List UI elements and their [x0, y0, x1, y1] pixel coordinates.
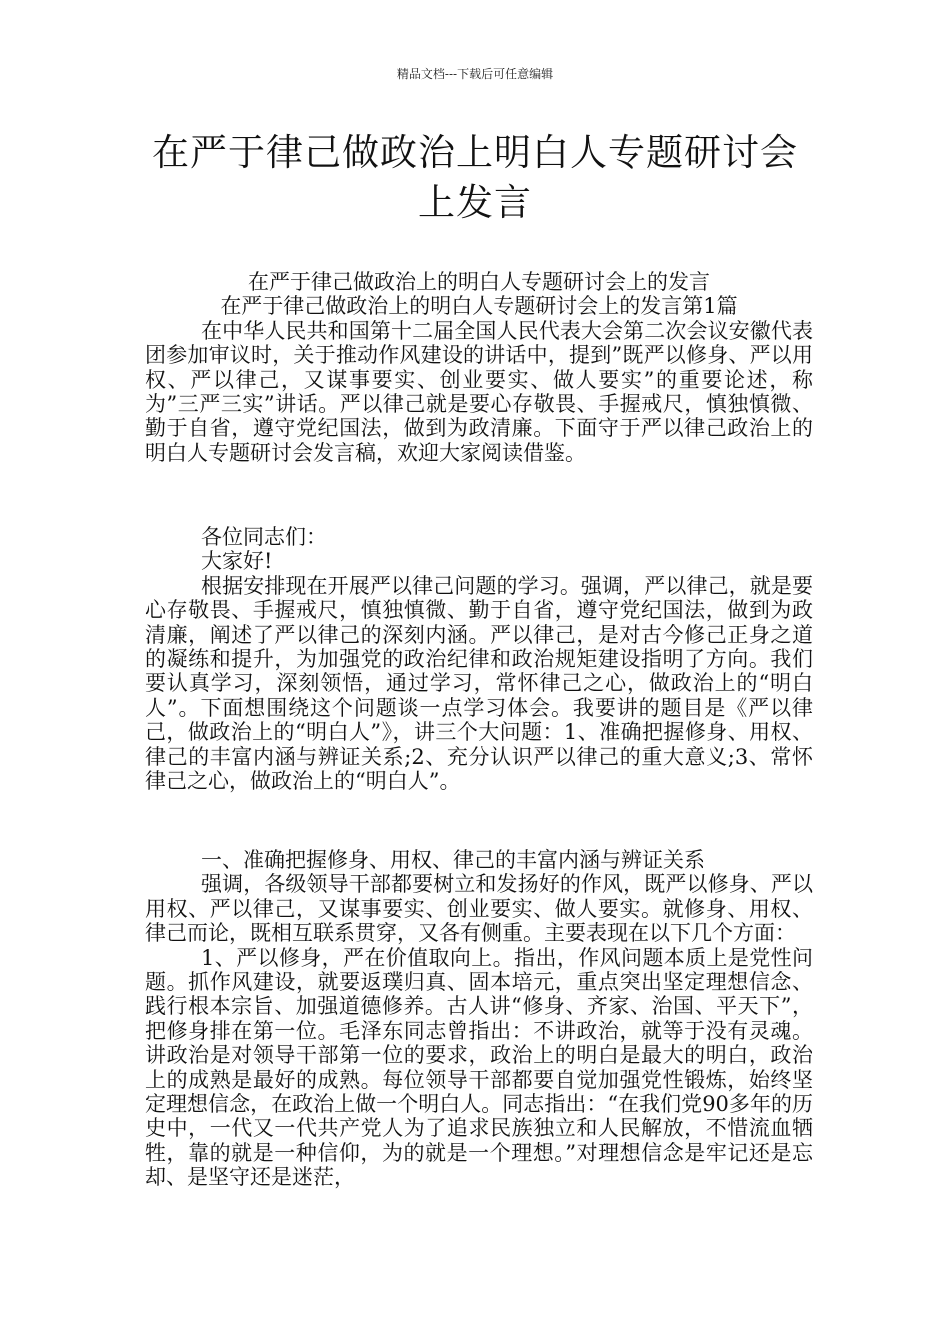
intro-block [145, 270, 813, 465]
document-title: 在严于律己做政治上明白人专题研讨会上发言 [152, 131, 798, 224]
subtitle: 在严于律己做政治上的明白人专题研讨会上的发言 [248, 270, 710, 294]
greeting: 大家好! [201, 549, 273, 574]
intro-paragraph: 在中华人民共和国第十二届全国人民代表大会第二次会议安徽代表团参加审议时，关于推动作风建设的讲话中，提到”既严以修身、严以用权、严以律己，又谋事要实、创业要实、做人要实”的重要论述，称为”三严三实”讲话。严以律己就是要心存敬畏、手握戒尺，慎独慎微、勤于自省，遵守党纪国法，做到为政清廉。下面守于严以律己政治上的明白人专题研讨会发言稿，欢迎大家阅读借鉴。 [145, 318, 813, 465]
heading-one: 一、准确把握修身、用权、律己的丰富内涵与辨证关系 [201, 848, 705, 872]
salutation: 各位同志们： [201, 525, 327, 549]
body-paragraph-3: 1、严以修身，严在价值取向上。指出，作风问题本质上是党性问题。抓作风建设，就要返璞归真、固本培元，重点突出坚定理想信念、践行根本宗旨、加强道德修养。古人讲“修身、齐家、治国、平天下”，把修身排在第一位。毛泽东同志曾指出：不讲政治，就等于没有灵魂。讲政治是对领导干部第一位的要求，政治上的明白是最大的明白，政治上的成熟是最好的成熟。每位领导干部都要自觉加强党性锻炼，始终坚定理想信念，在政治上做一个明白人。同志指出：“在我们党90多年的历史中，一代又一代共产党人为了追求民族独立和人民解放，不惜流血牺牲，靠的就是一种信仰，为的就是一个理想。”对理想信念是牢记还是忘却、是坚守还是迷茫， [145, 945, 813, 1190]
section-one-block [145, 848, 813, 1190]
body-paragraph-2: 强调，各级领导干部都要树立和发扬好的作风，既严以修身、严以用权、严以律己，又谋事要实、创业要实、做人要实。就修身、用权、律己而论，既相互联系贯穿，又各有侧重。主要表现在以下几个方面： [145, 872, 813, 946]
section-heading: 在严于律己做政治上的明白人专题研讨会上的发言第1篇 [220, 294, 738, 319]
speech-opening-block [145, 525, 813, 793]
body-paragraph-1: 根据安排现在开展严以律己问题的学习。强调，严以律己，就是要心存敬畏、手握戒尺，慎独慎微、勤于自省，遵守党纪国法，做到为政清廉，阐述了严以律己的深刻内涵。严以律己，是对古今修己正身之道的凝练和提升，为加强党的政治纪律和政治规矩建设指明了方向。我们要认真学习，深刻领悟，通过学习，常怀律己之心，做政治上的“明白人”。下面想围绕这个问题谈一点学习体会。我要讲的题目是《严以律己，做政治上的“明白人”》，讲三个大问题：1、准确把握修身、用权、律己的丰富内涵与辨证关系;2、充分认识严以律己的重大意义;3、常怀律己之心，做政治上的“明白人”。 [145, 573, 813, 794]
header-note: 精品文档---下载后可任意编辑 [396, 67, 554, 81]
